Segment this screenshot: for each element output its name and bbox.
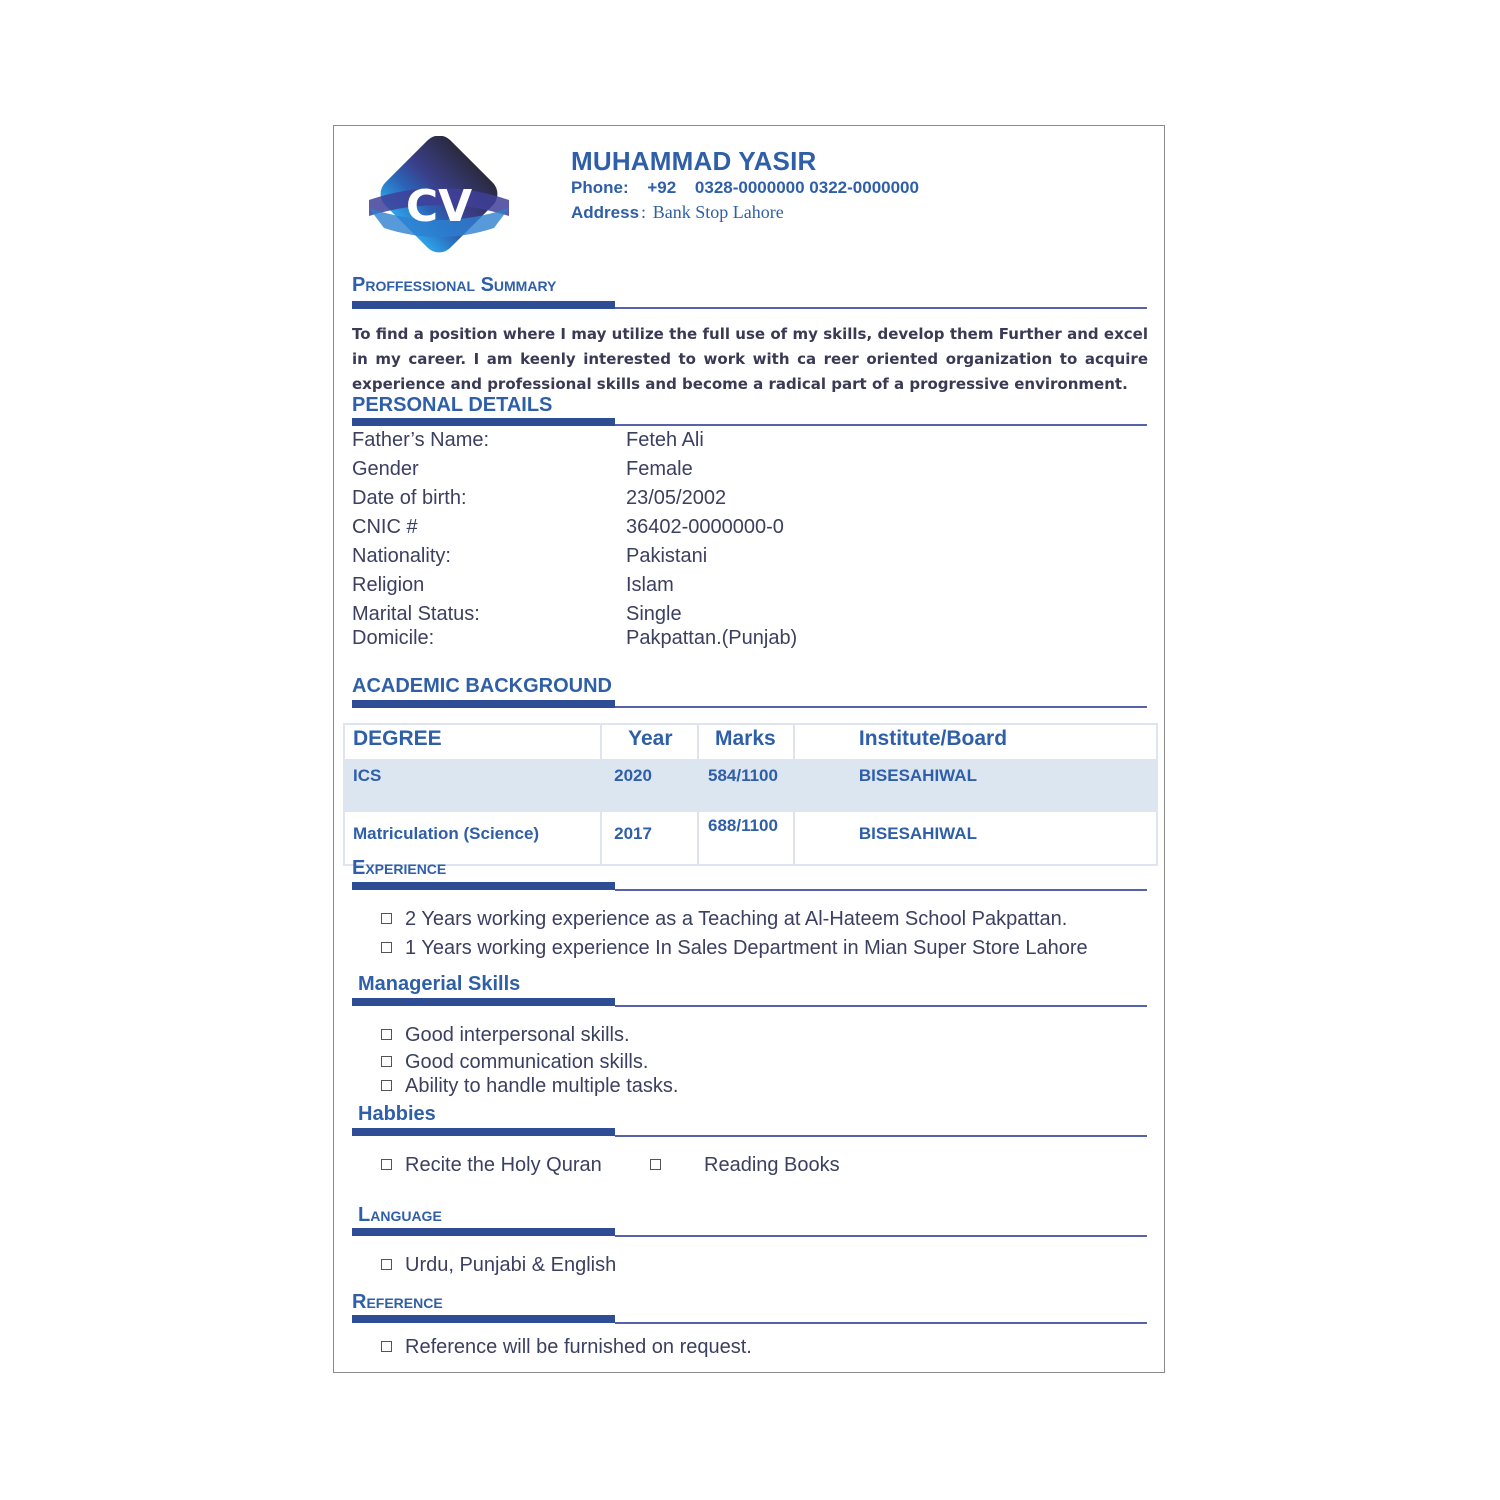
cv-page [333,125,1165,1373]
reference-bar [352,1315,615,1323]
summary-title: Proffessional Summary [352,274,557,296]
academic-bar [352,700,615,708]
detail-row-cnic: CNIC # 36402-0000000-0 [352,516,784,538]
checkbox-icon [381,1056,392,1067]
checkbox-icon [381,913,392,924]
address-separator: : [641,202,647,222]
personal-bar [352,418,615,426]
institute-cell: BISESAHIWAL [794,811,1157,865]
personal-title: PERSONAL DETAILS [352,394,553,416]
experience-rule [615,889,1147,891]
managerial-bar [352,998,615,1006]
degree-cell: ICS [344,760,601,811]
checkbox-icon [381,1029,392,1040]
reference-rule [615,1322,1147,1324]
detail-row-marital: Marital Status: Single [352,603,682,625]
reference-title: Reference [352,1291,443,1313]
table-row [344,760,1157,811]
academic-title: ACADEMIC BACKGROUND [352,675,612,697]
candidate-name: MUHAMMAD YASIR [571,146,817,176]
checkbox-icon [381,1259,392,1270]
list-item: Reading Books [650,1154,840,1177]
address-value: Bank Stop Lahore [652,202,784,222]
checkbox-icon [381,1159,392,1170]
summary-rule [615,307,1147,309]
list-item: Reference will be furnished on request. [381,1336,752,1359]
academic-rule [615,706,1147,708]
institute-cell: BISESAHIWAL [794,760,1157,811]
detail-row-dob: Date of birth: 23/05/2002 [352,487,727,509]
address-label: Address [571,203,640,222]
phone-line [571,178,919,198]
academic-table [343,723,1158,866]
header-degree: DEGREE [344,724,601,760]
list-item: 2 Years working experience as a Teaching at Al-Hateem School Pakpattan. [381,908,1067,931]
language-title: Language [358,1204,442,1226]
year-cell: 2017 [601,811,698,865]
list-item: 1 Years working experience In Sales Department in Mian Super Store Lahore [381,937,1088,960]
detail-row-nationality: Nationality: Pakistani [352,545,708,567]
list-item: Ability to handle multiple tasks. [381,1075,678,1098]
list-item: Recite the Holy Quran [381,1154,602,1177]
managerial-rule [615,1005,1147,1007]
personal-rule [615,424,1147,426]
marks-cell: 584/1100 [698,760,794,811]
language-rule [615,1235,1147,1237]
address-line [571,202,784,223]
language-bar [352,1228,615,1236]
checkbox-icon [650,1159,661,1170]
table-row [344,811,1157,865]
header-year: Year [601,724,698,760]
checkbox-icon [381,1341,392,1352]
list-item: Good communication skills. [381,1051,648,1074]
checkbox-icon [381,942,392,953]
academic-header-row [344,724,1157,760]
list-item: Good interpersonal skills. [381,1024,630,1047]
summary-text: To find a position where I may utilize the full use of my skills, develop them Further and excel in my career. I am keenly interested to work with ca reer oriented organization to acquire experience and professional skills and become a radical part of a progressive environment. [352,325,1148,393]
detail-row-father: Father’s Name: Feteh Ali [352,429,704,451]
phone-code: +92 [647,178,677,197]
hobbies-rule [615,1135,1147,1137]
phone-label: Phone: [571,178,629,197]
managerial-title: Managerial Skills [358,973,521,995]
header-marks: Marks [698,724,794,760]
experience-title: Experience [352,857,447,879]
detail-row-religion: Religion Islam [352,574,674,596]
year-cell: 2020 [601,760,698,811]
hobbies-bar [352,1128,615,1136]
phone-numbers: 0328-0000000 0322-0000000 [694,178,919,197]
summary-bar [352,301,615,309]
svg-text:CV: CV [405,181,473,232]
detail-row-gender: Gender Female [352,458,693,480]
cv-logo [364,136,514,276]
experience-bar [352,882,615,890]
list-item: Urdu, Punjabi & English [381,1254,616,1277]
detail-row-domicile: Domicile: Pakpattan.(Punjab) [352,627,798,649]
marks-cell: 688/1100 [698,811,794,865]
header-institute: Institute/Board [794,724,1157,760]
checkbox-icon [381,1080,392,1091]
hobbies-title: Habbies [358,1103,436,1125]
degree-cell: Matriculation (Science) [344,811,601,865]
